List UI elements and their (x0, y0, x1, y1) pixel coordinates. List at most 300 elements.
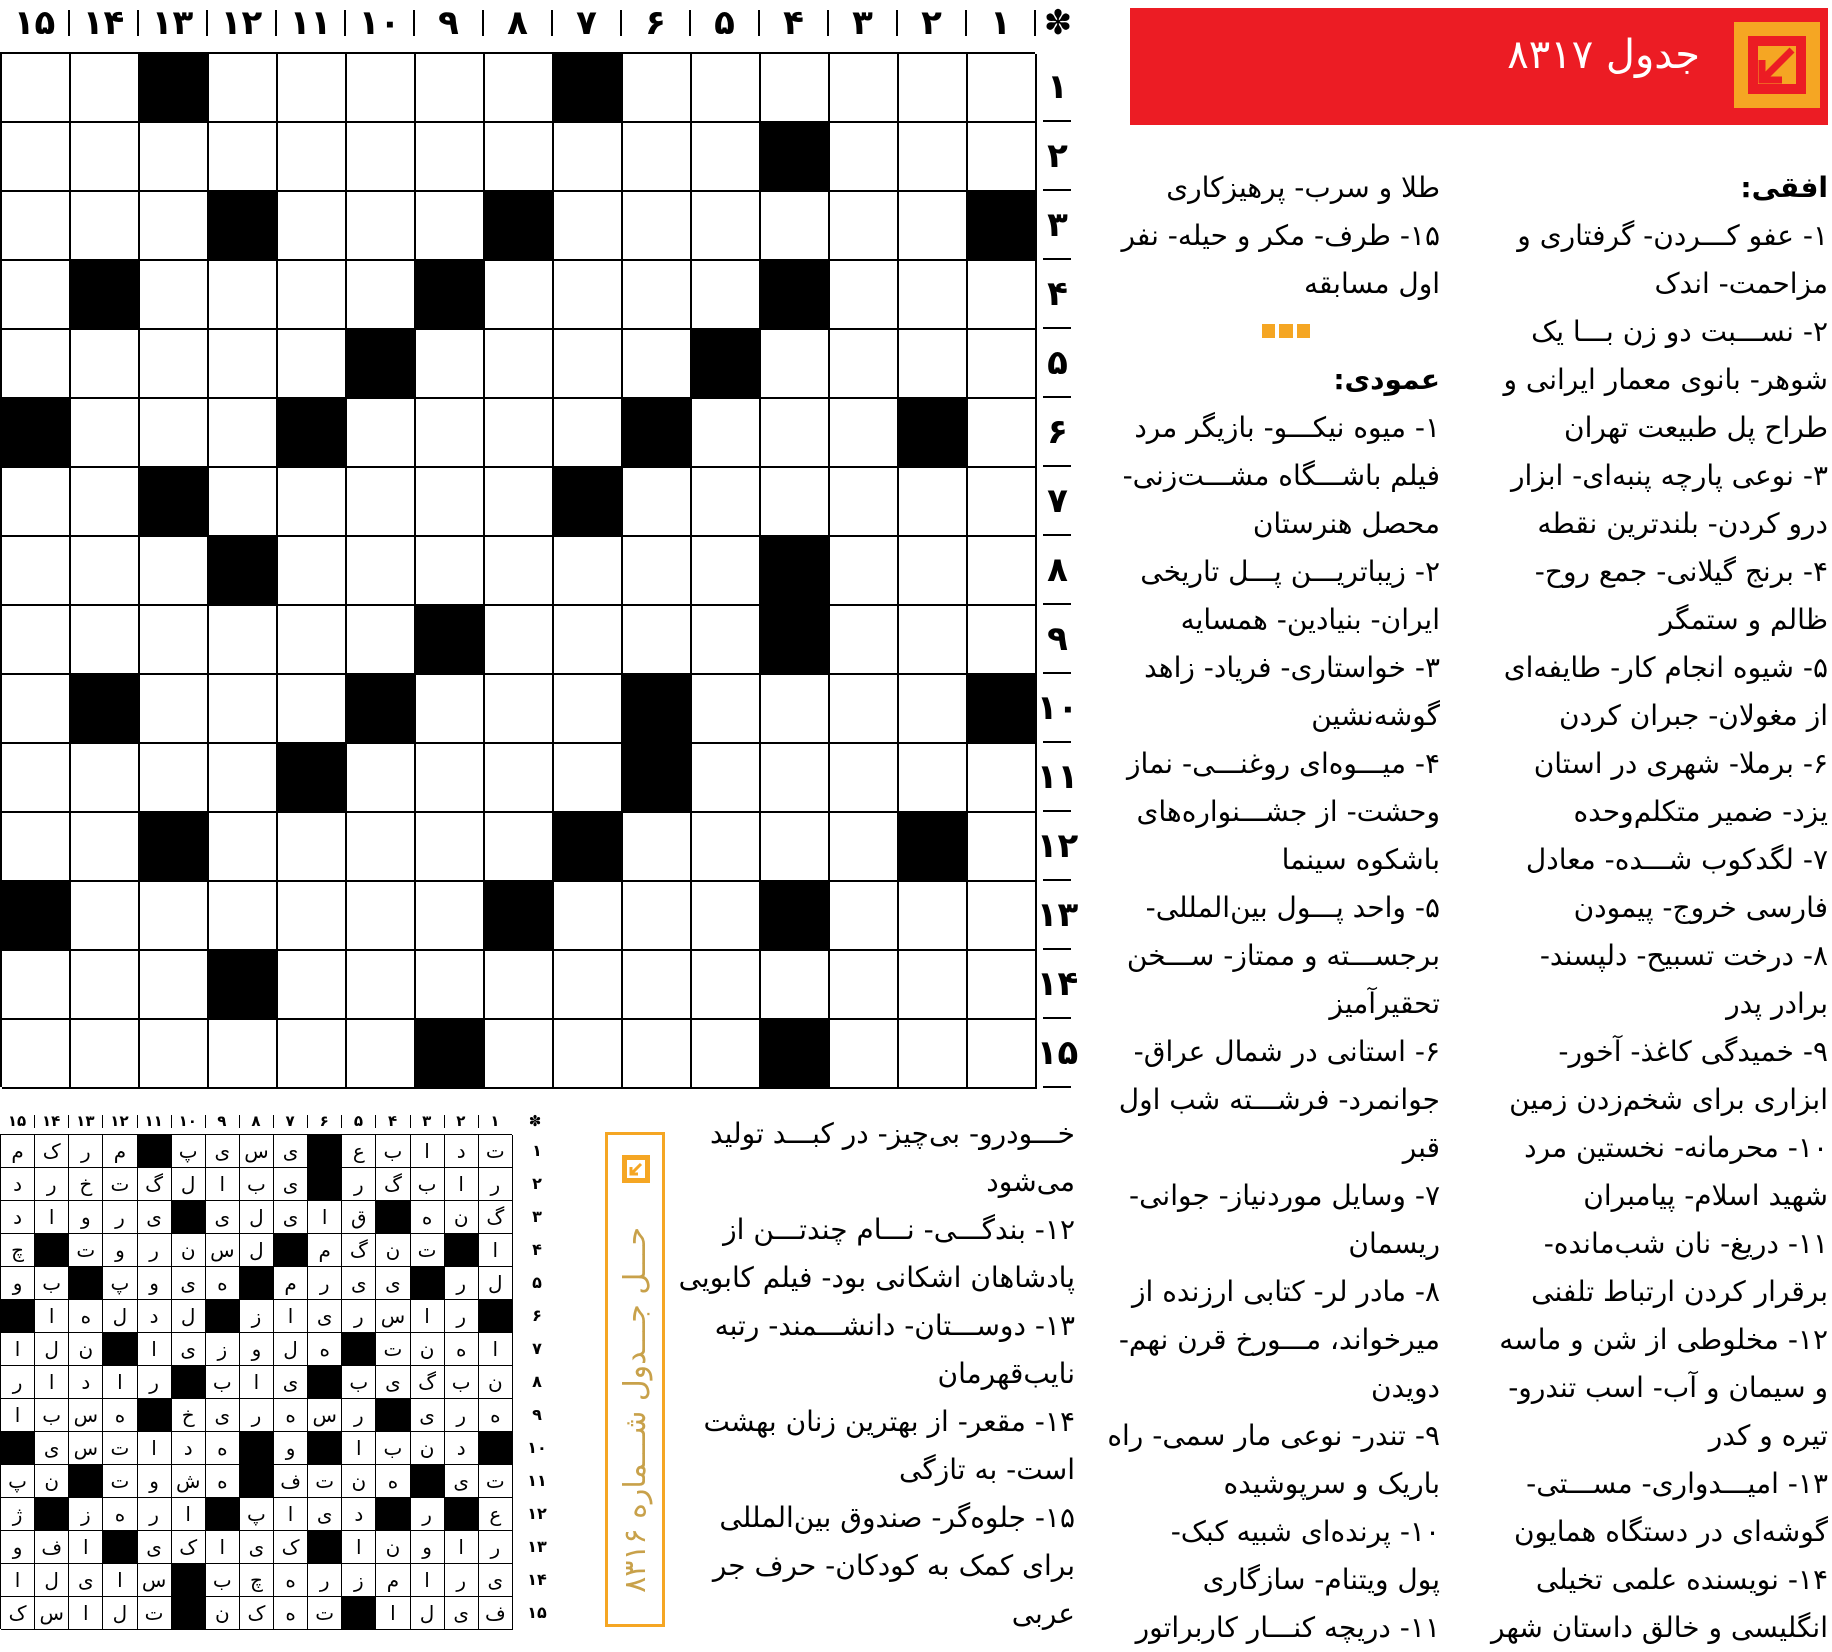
grid-cell[interactable] (830, 468, 899, 537)
grid-cell[interactable] (968, 951, 1037, 1020)
grid-cell[interactable] (416, 123, 485, 192)
grid-cell[interactable] (278, 54, 347, 123)
grid-cell[interactable] (416, 468, 485, 537)
solution-cell: ا (138, 1432, 172, 1465)
grid-cell[interactable] (623, 54, 692, 123)
solution-cell: ن (445, 1201, 479, 1234)
black-cell (761, 537, 830, 606)
solution-cell: چ (1, 1234, 35, 1267)
black-cell (2, 399, 71, 468)
grid-cell[interactable] (71, 399, 140, 468)
solution-black-cell (172, 1201, 206, 1234)
column-separator (551, 10, 553, 36)
grid-cell[interactable] (278, 537, 347, 606)
grid-cell[interactable] (485, 537, 554, 606)
grid-cell[interactable] (485, 813, 554, 882)
grid-cell[interactable] (416, 537, 485, 606)
grid-cell[interactable] (347, 261, 416, 330)
grid-cell[interactable] (140, 192, 209, 261)
solution-cell: ا (103, 1366, 137, 1399)
column-number: ۱۴ (82, 3, 125, 43)
grid-cell[interactable] (485, 468, 554, 537)
grid-cell[interactable] (2, 261, 71, 330)
clue-line: ۹- خمیدگی کاغذ- آخور- (1558, 1035, 1828, 1068)
grid-cell[interactable] (278, 1020, 347, 1089)
solution-cell: ز (206, 1333, 240, 1366)
grid-cell[interactable] (899, 882, 968, 951)
grid-cell[interactable] (347, 1020, 416, 1089)
grid-cell[interactable] (140, 675, 209, 744)
grid-cell[interactable] (899, 537, 968, 606)
grid-cell[interactable] (71, 882, 140, 951)
solution-cell: ی (274, 1135, 308, 1168)
grid-cell[interactable] (623, 882, 692, 951)
grid-cell[interactable] (968, 54, 1037, 123)
grid-cell[interactable] (554, 399, 623, 468)
grid-cell[interactable] (692, 537, 761, 606)
grid-cell[interactable] (278, 813, 347, 882)
grid-cell[interactable] (140, 399, 209, 468)
grid-cell[interactable] (209, 330, 278, 399)
grid-cell[interactable] (554, 123, 623, 192)
clue-line: پادشاهان اشکانی بود- فیلم کابویی (678, 1261, 1075, 1294)
column-separator (206, 10, 208, 36)
clue-line: ۱۴- مقعر- از بهترین زنان بهشت (703, 1405, 1075, 1438)
grid-cell[interactable] (140, 744, 209, 813)
grid-cell[interactable] (278, 951, 347, 1020)
grid-cell[interactable] (347, 54, 416, 123)
grid-cell[interactable] (71, 54, 140, 123)
grid-cell[interactable] (416, 744, 485, 813)
grid-cell[interactable] (140, 123, 209, 192)
grid-cell[interactable] (278, 675, 347, 744)
grid-cell[interactable] (968, 813, 1037, 882)
grid-cell[interactable] (830, 54, 899, 123)
row-header (1035, 52, 1080, 1087)
grid-cell[interactable] (899, 261, 968, 330)
solution-black-cell (274, 1234, 308, 1267)
clue-line: ظالم و ستمگر (1659, 603, 1828, 636)
grid-cell[interactable] (71, 744, 140, 813)
clue-line: خـــودرو- بی‌چیز- در کبـــد تولید (709, 1117, 1075, 1150)
grid-cell[interactable] (692, 192, 761, 261)
grid-cell[interactable] (485, 123, 554, 192)
solution-cell: ا (274, 1498, 308, 1531)
solution-cell: ر (35, 1168, 69, 1201)
grid-cell[interactable] (623, 1020, 692, 1089)
grid-cell[interactable] (692, 675, 761, 744)
grid-cell[interactable] (692, 261, 761, 330)
grid-cell[interactable] (554, 261, 623, 330)
grid-cell[interactable] (623, 468, 692, 537)
grid-cell[interactable] (761, 675, 830, 744)
grid-cell[interactable] (485, 54, 554, 123)
grid-cell[interactable] (623, 261, 692, 330)
black-cell (71, 261, 140, 330)
column-number: ۱۱ (289, 3, 332, 43)
black-cell (209, 951, 278, 1020)
grid-cell[interactable] (140, 606, 209, 675)
grid-cell[interactable] (899, 123, 968, 192)
solution-column-number: ۱۵ (7, 1112, 27, 1130)
grid-cell[interactable] (485, 606, 554, 675)
solution-cell: ر (1, 1366, 35, 1399)
grid-cell[interactable] (968, 537, 1037, 606)
black-cell (140, 54, 209, 123)
grid-cell[interactable] (623, 951, 692, 1020)
grid-cell[interactable] (2, 675, 71, 744)
black-cell (761, 606, 830, 675)
grid-cell[interactable] (554, 537, 623, 606)
grid-cell[interactable] (830, 399, 899, 468)
solution-cell: ی (240, 1531, 274, 1564)
grid-cell[interactable] (899, 675, 968, 744)
grid-cell[interactable] (692, 951, 761, 1020)
grid-cell[interactable] (2, 951, 71, 1020)
clue-line: طراح پل طبیعت تهران (1564, 411, 1828, 444)
solution-cell: ه (69, 1300, 103, 1333)
grid-cell[interactable] (692, 123, 761, 192)
solution-cell: ژ (1, 1498, 35, 1531)
grid-cell[interactable] (899, 54, 968, 123)
grid-cell[interactable] (209, 261, 278, 330)
grid-cell[interactable] (416, 192, 485, 261)
grid-cell[interactable] (140, 882, 209, 951)
column-separator (413, 10, 415, 36)
solution-cell: ک (274, 1531, 308, 1564)
grid-cell[interactable] (692, 468, 761, 537)
solution-row-number: ۱۳ (527, 1537, 547, 1556)
grid-cell[interactable] (209, 123, 278, 192)
grid-cell[interactable] (761, 951, 830, 1020)
grid-cell[interactable] (692, 882, 761, 951)
clue-line: ۶- برملا- شهری در استان (1533, 747, 1828, 780)
grid-cell[interactable] (692, 399, 761, 468)
grid-cell[interactable] (347, 951, 416, 1020)
clue-line: ۱۵- جلوه‌گر- صندوق بین‌المللی (719, 1501, 1075, 1534)
grid-cell[interactable] (71, 468, 140, 537)
grid-cell[interactable] (209, 606, 278, 675)
grid-cell[interactable] (278, 123, 347, 192)
grid-cell[interactable] (2, 330, 71, 399)
grid-cell[interactable] (347, 468, 416, 537)
solution-cell: ه (445, 1333, 479, 1366)
grid-cell[interactable] (209, 675, 278, 744)
grid-cell[interactable] (278, 882, 347, 951)
row-number: ۱۲ (1036, 825, 1079, 866)
grid-cell[interactable] (2, 1020, 71, 1089)
clue-line: باشکوه سینما (1281, 843, 1440, 876)
grid-cell[interactable] (416, 330, 485, 399)
grid-cell[interactable] (140, 261, 209, 330)
solution-cell: گ (411, 1366, 445, 1399)
solution-cell: و (138, 1267, 172, 1300)
grid-cell[interactable] (416, 813, 485, 882)
black-cell (416, 261, 485, 330)
grid-cell[interactable] (692, 54, 761, 123)
clue-line: ۹- تندر- نوعی مار سمی- راه (1107, 1419, 1440, 1452)
grid-cell[interactable] (830, 192, 899, 261)
solution-cell: ز (69, 1498, 103, 1531)
solution-cell: ت (103, 1432, 137, 1465)
grid-cell[interactable] (968, 468, 1037, 537)
column-number: ۱۵ (13, 3, 56, 43)
solution-row-number: ۵ (532, 1273, 542, 1292)
solution-cell: د (445, 1135, 479, 1168)
grid-cell[interactable] (71, 123, 140, 192)
solution-column-number: ۶ (319, 1112, 329, 1130)
solution-cell: ا (35, 1300, 69, 1333)
grid-cell[interactable] (692, 744, 761, 813)
solution-cell: پ (103, 1267, 137, 1300)
solution-cell: ا (69, 1531, 103, 1564)
grid-cell[interactable] (692, 1020, 761, 1089)
black-cell (968, 192, 1037, 261)
grid-cell[interactable] (485, 675, 554, 744)
solution-cell: ی (206, 1399, 240, 1432)
grid-cell[interactable] (278, 330, 347, 399)
solution-row-number: ۱ (532, 1141, 542, 1160)
grid-cell[interactable] (830, 261, 899, 330)
solution-cell: ل (274, 1333, 308, 1366)
grid-cell[interactable] (554, 744, 623, 813)
grid-cell[interactable] (830, 882, 899, 951)
solution-cell: ک (240, 1597, 274, 1630)
grid-cell[interactable] (830, 951, 899, 1020)
grid-cell[interactable] (761, 399, 830, 468)
grid-cell[interactable] (761, 468, 830, 537)
solution-black-cell (445, 1234, 479, 1267)
grid-cell[interactable] (554, 882, 623, 951)
grid-cell[interactable] (968, 123, 1037, 192)
grid-cell[interactable] (554, 675, 623, 744)
grid-cell[interactable] (968, 606, 1037, 675)
solution-cell: ر (103, 1201, 137, 1234)
grid-cell[interactable] (71, 813, 140, 882)
solution-column-number: ۲ (456, 1112, 466, 1130)
grid-cell[interactable] (761, 330, 830, 399)
grid-cell[interactable] (347, 882, 416, 951)
clue-line: ۶- استانی در شمال عراق- (1133, 1035, 1440, 1068)
grid-cell[interactable] (416, 951, 485, 1020)
black-cell (278, 399, 347, 468)
grid-cell[interactable] (623, 192, 692, 261)
grid-cell[interactable] (623, 813, 692, 882)
column-separator (965, 10, 967, 36)
grid-cell[interactable] (830, 813, 899, 882)
grid-cell[interactable] (623, 123, 692, 192)
grid-cell[interactable] (554, 951, 623, 1020)
solution-cell: ه (274, 1564, 308, 1597)
column-separator (827, 10, 829, 36)
solution-cell: ع (342, 1135, 376, 1168)
solution-cell: ب (445, 1366, 479, 1399)
solution-cell: ی (479, 1564, 513, 1597)
grid-cell[interactable] (347, 606, 416, 675)
grid-cell[interactable] (347, 123, 416, 192)
row-number: ۱۰ (1036, 687, 1079, 728)
black-cell (140, 468, 209, 537)
grid-cell[interactable] (209, 744, 278, 813)
grid-cell[interactable] (278, 192, 347, 261)
grid-cell[interactable] (485, 1020, 554, 1089)
corner-star-icon: ✽ (1043, 3, 1073, 43)
clue-line: ۲- نســـبت دو زن بـــا یک (1531, 315, 1828, 348)
black-cell (761, 261, 830, 330)
grid-cell[interactable] (278, 606, 347, 675)
grid-cell[interactable] (554, 330, 623, 399)
grid-cell[interactable] (485, 744, 554, 813)
solution-cell: خ (172, 1399, 206, 1432)
grid-cell[interactable] (830, 675, 899, 744)
grid-cell[interactable] (209, 813, 278, 882)
clue-line: ۳- نوعی پارچه پنبه‌ای- ابزار (1510, 459, 1828, 492)
grid-cell[interactable] (968, 330, 1037, 399)
solution-black-cell (342, 1597, 376, 1630)
grid-cell[interactable] (830, 537, 899, 606)
solution-cell: ر (138, 1498, 172, 1531)
solution-cell: ت (138, 1597, 172, 1630)
grid-cell[interactable] (968, 399, 1037, 468)
grid-cell[interactable] (899, 744, 968, 813)
solution-cell: ی (274, 1201, 308, 1234)
solution-cell: ا (1, 1564, 35, 1597)
grid-cell[interactable] (485, 330, 554, 399)
grid-cell[interactable] (968, 1020, 1037, 1089)
black-cell (209, 192, 278, 261)
grid-cell[interactable] (209, 468, 278, 537)
grid-cell[interactable] (554, 606, 623, 675)
grid-cell[interactable] (485, 951, 554, 1020)
solution-cell: ت (479, 1135, 513, 1168)
grid-cell[interactable] (485, 261, 554, 330)
solution-cell: ت (376, 1333, 410, 1366)
solution-cell: ن (35, 1465, 69, 1498)
grid-cell[interactable] (2, 813, 71, 882)
row-number: ۱ (1047, 66, 1068, 107)
grid-cell[interactable] (278, 261, 347, 330)
grid-cell[interactable] (692, 813, 761, 882)
grid-cell[interactable] (899, 330, 968, 399)
grid-cell[interactable] (209, 1020, 278, 1089)
clue-line: ۱۳- امیـــدواری- مســـتی- (1526, 1467, 1828, 1500)
grid-cell[interactable] (623, 537, 692, 606)
grid-cell[interactable] (899, 468, 968, 537)
grid-cell[interactable] (623, 606, 692, 675)
grid-cell[interactable] (416, 54, 485, 123)
black-cell (692, 330, 761, 399)
grid-cell[interactable] (140, 537, 209, 606)
grid-cell[interactable] (2, 54, 71, 123)
grid-cell[interactable] (416, 675, 485, 744)
grid-cell[interactable] (2, 537, 71, 606)
grid-cell[interactable] (416, 882, 485, 951)
grid-cell[interactable] (71, 192, 140, 261)
solution-row-number: ۷ (532, 1339, 542, 1358)
solution-cell: چ (240, 1564, 274, 1597)
column-separator (68, 10, 70, 36)
grid-cell[interactable] (140, 330, 209, 399)
solution-cell: ا (445, 1531, 479, 1564)
grid-cell[interactable] (554, 192, 623, 261)
grid-cell[interactable] (71, 1020, 140, 1089)
grid-cell[interactable] (416, 399, 485, 468)
solution-cell: ی (69, 1564, 103, 1597)
grid-cell[interactable] (2, 123, 71, 192)
solution-cell: ا (1, 1333, 35, 1366)
black-cell (623, 399, 692, 468)
grid-cell[interactable] (968, 744, 1037, 813)
solution-cell: ب (240, 1168, 274, 1201)
grid-cell[interactable] (830, 123, 899, 192)
grid-cell[interactable] (554, 1020, 623, 1089)
solution-cell: ا (240, 1366, 274, 1399)
clue-line: ۱۰- محرمانه- نخستین مرد (1524, 1131, 1828, 1164)
grid-cell[interactable] (140, 951, 209, 1020)
solution-cell: ت (103, 1465, 137, 1498)
solution-column-number: ۱۲ (110, 1112, 129, 1130)
grid-cell[interactable] (830, 606, 899, 675)
grid-cell[interactable] (71, 951, 140, 1020)
grid-cell[interactable] (692, 606, 761, 675)
grid-cell[interactable] (623, 330, 692, 399)
grid-cell[interactable] (968, 261, 1037, 330)
grid-cell[interactable] (347, 192, 416, 261)
grid-cell[interactable] (71, 606, 140, 675)
solution-cell: ا (376, 1597, 410, 1630)
grid-cell[interactable] (830, 744, 899, 813)
solution-black-cell (308, 1168, 342, 1201)
grid-cell[interactable] (347, 537, 416, 606)
grid-cell[interactable] (209, 882, 278, 951)
grid-cell[interactable] (899, 951, 968, 1020)
grid-cell[interactable] (209, 54, 278, 123)
grid-cell[interactable] (899, 606, 968, 675)
solution-black-cell (240, 1432, 274, 1465)
grid-cell[interactable] (347, 744, 416, 813)
grid-cell[interactable] (485, 399, 554, 468)
solution-cell: س (206, 1234, 240, 1267)
grid-cell[interactable] (761, 54, 830, 123)
grid-cell[interactable] (209, 399, 278, 468)
grid-cell[interactable] (347, 399, 416, 468)
column-number: ۱۰ (358, 3, 401, 43)
grid-cell[interactable] (899, 192, 968, 261)
grid-cell[interactable] (2, 744, 71, 813)
grid-cell[interactable] (761, 744, 830, 813)
solution-cell: ا (479, 1234, 513, 1267)
grid-cell[interactable] (71, 330, 140, 399)
solution-column-number: ۳ (422, 1112, 432, 1130)
grid-cell[interactable] (347, 813, 416, 882)
grid-cell[interactable] (278, 468, 347, 537)
grid-cell[interactable] (71, 537, 140, 606)
grid-cell[interactable] (968, 882, 1037, 951)
grid-cell[interactable] (140, 1020, 209, 1089)
grid-cell[interactable] (2, 606, 71, 675)
grid-cell[interactable] (899, 1020, 968, 1089)
grid-cell[interactable] (2, 192, 71, 261)
solution-column-number: ۱۰ (178, 1112, 197, 1130)
grid-cell[interactable] (761, 813, 830, 882)
solution-cell: گ (479, 1201, 513, 1234)
grid-cell[interactable] (830, 1020, 899, 1089)
grid-cell[interactable] (2, 468, 71, 537)
solution-cell: ر (342, 1399, 376, 1432)
grid-cell[interactable] (830, 330, 899, 399)
grid-cell[interactable] (761, 192, 830, 261)
solution-column-separator (478, 1115, 479, 1128)
